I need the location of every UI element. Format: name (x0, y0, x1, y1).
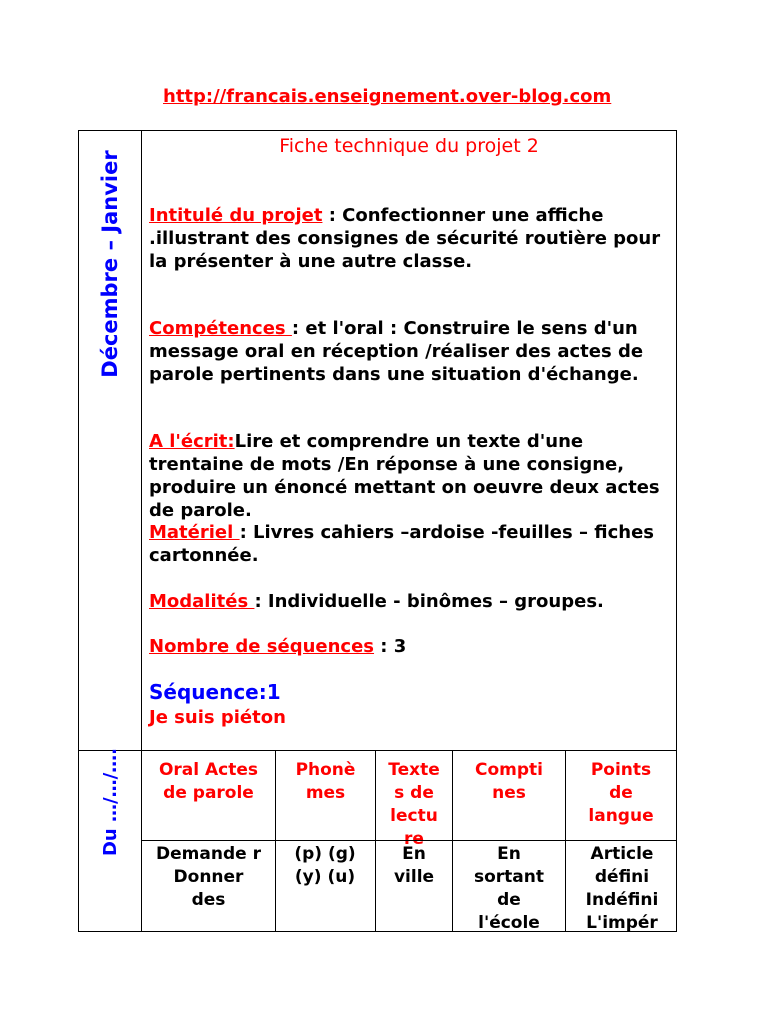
nombre-paragraph (149, 635, 672, 658)
header-cell-phonemes (275, 750, 376, 841)
row-phonemes: (p) (g) (y) (u) (294, 844, 356, 887)
fiche-cell (141, 130, 677, 751)
header-cell-oral (141, 750, 276, 841)
row-comptines: En sortant de l'école (473, 844, 544, 933)
header-oral: Oral Actes de parole (158, 760, 259, 803)
row-textes: En ville (393, 844, 435, 887)
dates-cell (78, 750, 142, 932)
materiel-paragraph (149, 521, 672, 567)
project-table (78, 130, 677, 932)
row-cell-textes (375, 840, 453, 932)
header-comptines: Compti nes (475, 760, 543, 803)
competences-paragraph (149, 317, 672, 386)
header-phonemes: Phonè mes (295, 760, 356, 803)
fiche-title: Fiche technique du projet 2 (279, 135, 539, 157)
header-points: Points de langue (588, 760, 654, 826)
row-oral: Demande r Donner des (156, 844, 261, 910)
header-cell-textes (375, 750, 453, 849)
modalites-label: Modalités (149, 591, 255, 612)
nombre-label: Nombre de séquences (149, 636, 375, 657)
sequence-subtitle: Je suis piéton (149, 707, 286, 728)
competences-label: Compétences (149, 318, 292, 339)
materiel-label: Matériel (149, 522, 240, 543)
modalites-text: : Individuelle - binômes – groupes. (254, 591, 604, 612)
sequence-title: Séquence:1 (149, 680, 281, 704)
row-cell-oral (141, 840, 276, 932)
ecrit-text: Lire et comprendre un texte d'une trentaine de mots /En réponse à une consigne, produire un énoncé mettant on oeuvre deux actes de parole. (149, 431, 660, 521)
header-textes: Texte s de lectu re (388, 760, 440, 849)
period-label: Décembre – Janvier (98, 150, 122, 378)
row-cell-comptines (452, 840, 566, 932)
blog-url-link[interactable]: http://francais.enseignement.over-blog.com (163, 86, 612, 107)
header-cell-points (565, 750, 677, 841)
nombre-text: : 3 (374, 636, 407, 657)
row-cell-phonemes (275, 840, 376, 932)
intitule-label: Intitulé du projet (149, 205, 323, 226)
header-cell-comptines (452, 750, 566, 841)
dates-label: Du …/…/…. (100, 748, 121, 857)
modalites-paragraph (149, 590, 672, 613)
period-cell (78, 130, 142, 751)
ecrit-label: A l'écrit: (149, 431, 235, 452)
row-points: Article défini Indéfini L'impér (585, 844, 659, 933)
row-cell-points (565, 840, 677, 932)
intitule-paragraph (149, 204, 672, 273)
intitule-text: : Confectionner une affiche .illustrant des consignes de sécurité routière pour la présenter à une autre classe. (149, 205, 661, 272)
materiel-text: : Livres cahiers –ardoise -feuilles – fiches cartonnée. (149, 522, 655, 566)
ecrit-paragraph (149, 430, 672, 522)
competences-text: : et l'oral : Construire le sens d'un message oral en réception /réaliser des actes de parole pertinents dans une situation d'échange. (149, 318, 644, 385)
